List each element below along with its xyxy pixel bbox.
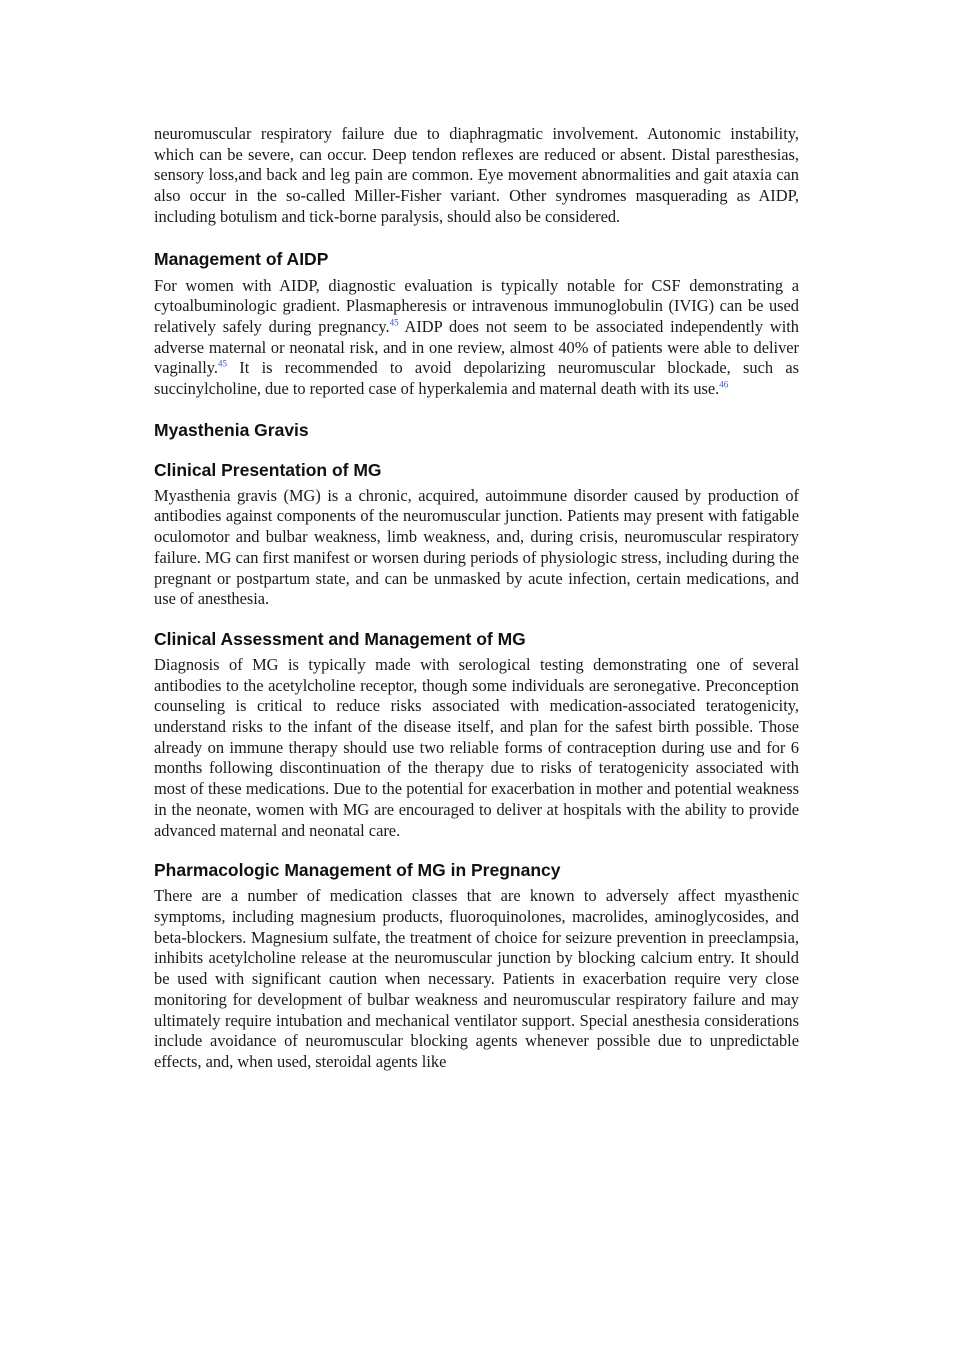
intro-paragraph: neuromuscular respiratory failure due to diaphragmatic involvement. Autonomic instability, which can be severe, can occur. Deep tendon reflexes are reduced or absent. Distal paresthesias, sensory loss,and back and leg pain are common. Eye movement abnormalities and gait ataxia can also occur in the so-called Miller-Fisher variant. Other syndromes masquerading as AIDP, including botulism and tick-borne paralysis, should also be considered.: [154, 124, 799, 226]
management-aidp-text-3: It is recommended to avoid depolarizing neuromuscular blockade, such as succinylcholine, due to reported case of hyperkalemia and maternal death with its use.: [154, 358, 799, 399]
heading-clinical-presentation-mg: Clinical Presentation of MG: [154, 459, 382, 480]
document-page: [154, 124, 799, 1073]
management-aidp-text-1: For women with AIDP, diagnostic evaluation is typically notable for CSF demonstrating a cytoalbuminologic gradient. Plasmapheresis or intravenous immunoglobulin (IVIG) can be used relatively safely during pregnancy.: [154, 275, 799, 336]
clinical-presentation-mg-paragraph: Myasthenia gravis (MG) is a chronic, acquired, autoimmune disorder caused by production of antibodies against components of the neuromuscular junction. Patients may present with fatigable oculomotor and bulbar weakness, limb weakness, and, during crisis, neuromuscular respiratory failure. MG can first manifest or worsen during periods of physiologic stress, including during the pregnant or postpartum state, and can be unmasked by acute infection, certain medications, and use of anesthesia.: [154, 485, 799, 609]
pharmacologic-management-mg-paragraph: There are a number of medication classes that are known to adversely affect myasthenic symptoms, including magnesium products, fluoroquinolones, macrolides, aminoglycosides, and beta-blockers. Magnesium sulfate, the treatment of choice for seizure prevention in preeclampsia, inhibits acetylcholine release at the neuromuscular junction by blocking calcium entry. It should be used with significant caution when necessary. Patients in exacerbation require very close monitoring for development of bulbar weakness and neuromuscular respiratory failure and may ultimately require intubation and mechanical ventilator support. Special anesthesia considerations include avoidance of neuromuscular blocking agents whenever possible due to unpredictable effects, and, when used, steroidal agents like: [154, 886, 799, 1071]
citation-45-link[interactable]: 45: [218, 358, 228, 369]
management-aidp-text-2: AIDP does not seem to be associated independently with adverse maternal or neonatal risk, and in one review, almost 40% of patients were able to deliver vaginally.: [154, 316, 799, 378]
citation-46-link[interactable]: 46: [719, 379, 729, 390]
clinical-assessment-mg-paragraph: Diagnosis of MG is typically made with serological testing demonstrating one of several antibodies to the acetylcholine receptor, though some individuals are seronegative. Preconception counseling is critical to reduce risks associated with medication-associated teratogenicity, understand risks to the infant of the disease itself, and plan for the safest birth possible. Those already on immune therapy should use two reliable forms of contraception during use and for 6 months following discontinuation of the therapy due to risks of teratogenicity associated with most of these medications. Due to the potential for exacerbation in mother and potential weakness in the neonate, women with MG are encouraged to deliver at hospitals with the ability to provide advanced maternal and neonatal care.: [154, 654, 799, 840]
citation-45-link[interactable]: 45: [389, 317, 399, 328]
management-aidp-paragraph: [154, 276, 799, 400]
heading-myasthenia-gravis: Myasthenia Gravis: [154, 419, 309, 440]
heading-clinical-assessment-mg: Clinical Assessment and Management of MG: [154, 628, 526, 649]
heading-pharmacologic-management-mg: Pharmacologic Management of MG in Pregnancy: [154, 860, 561, 881]
heading-management-aidp: Management of AIDP: [154, 248, 329, 269]
